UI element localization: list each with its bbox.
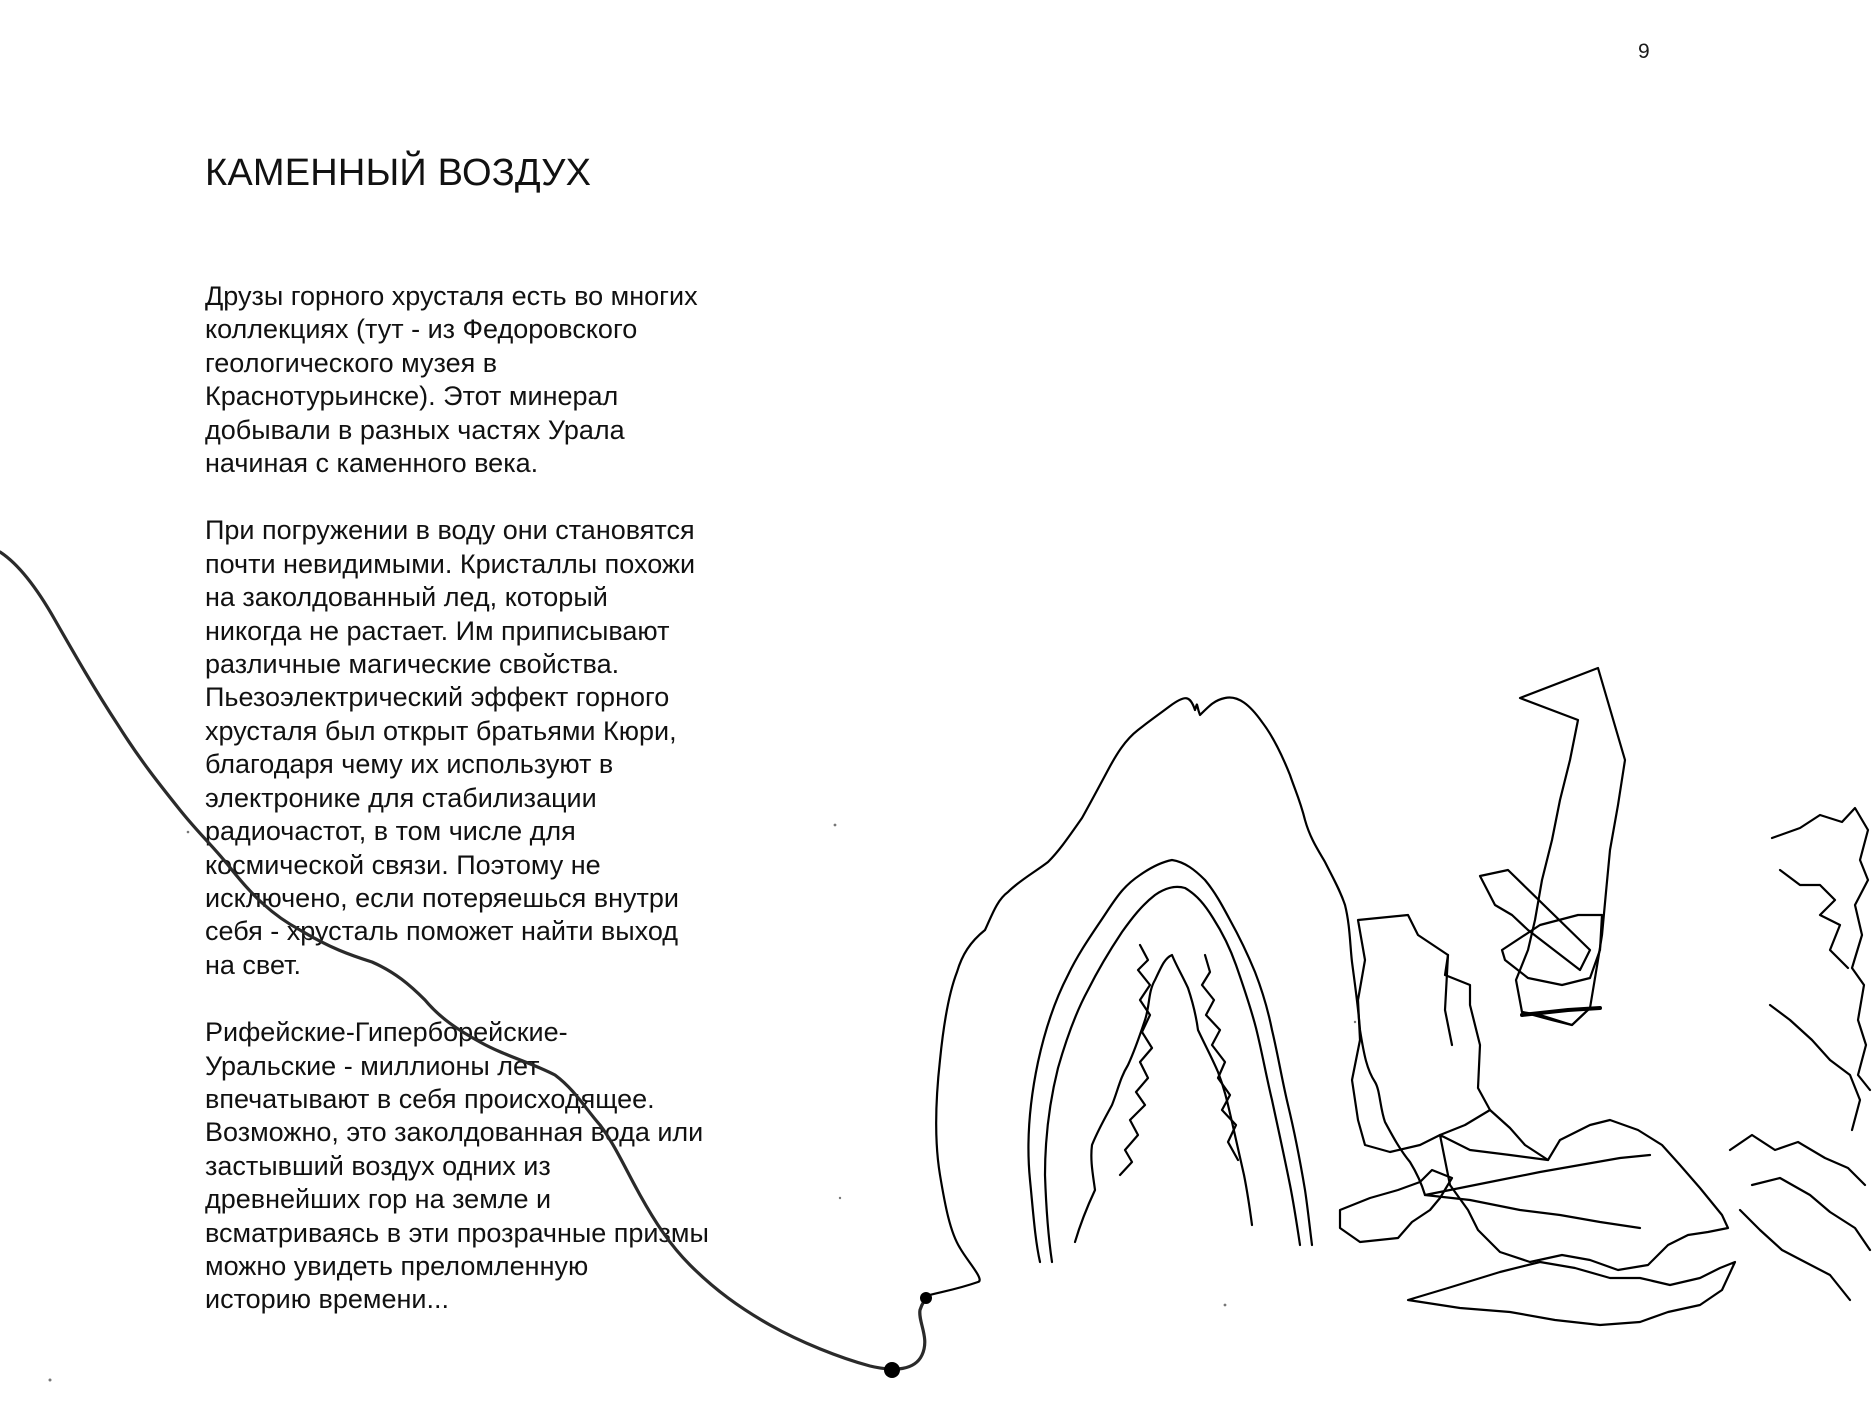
text-line: можно увидеть преломленную bbox=[205, 1250, 589, 1281]
text-line: всматриваясь в эти прозрачные призмы bbox=[205, 1217, 709, 1248]
text-line: никогда не растает. Им приписывают bbox=[205, 615, 670, 646]
prism-edge bbox=[1445, 955, 1452, 1045]
text-line: почти невидимыми. Кристаллы похожи bbox=[205, 548, 696, 579]
text-line: хрусталя был открыт братьями Кюри, bbox=[205, 715, 677, 746]
text-line: впечатывают в себя происходящее. bbox=[205, 1083, 655, 1114]
text-line: начиная с каменного века. bbox=[205, 448, 539, 479]
text-line: Друзы горного хрусталя есть во многих bbox=[205, 281, 698, 311]
tall-right-crystal bbox=[1516, 668, 1625, 1025]
crystal-facets bbox=[1480, 870, 1602, 1025]
lower-crystal-left bbox=[1340, 1170, 1452, 1242]
crystal-bold-edge bbox=[1522, 1008, 1600, 1015]
paragraph-1 bbox=[205, 280, 745, 480]
text-line: космической связи. Поэтому не bbox=[205, 849, 601, 880]
text-line: электронике для стабилизации bbox=[205, 782, 597, 813]
path-start-dot bbox=[920, 1292, 932, 1304]
text-line: различные магические свойства. bbox=[205, 649, 620, 680]
text-line: исключено, если потеряешься внутри bbox=[205, 882, 680, 913]
page-number: 9 bbox=[1638, 40, 1651, 63]
paragraph-2 bbox=[205, 514, 745, 982]
text-line: коллекциях (тут - из Федоровского bbox=[205, 314, 638, 345]
text-line: историю времени... bbox=[205, 1284, 449, 1315]
middle-prism bbox=[1352, 915, 1490, 1152]
text-line: геологического музея в bbox=[205, 347, 498, 378]
text-line: Возможно, это заколдованная вода или bbox=[205, 1117, 704, 1148]
text-line: себя - хрусталь поможет найти выход bbox=[205, 916, 679, 947]
text-line: на заколдованный лед, который bbox=[205, 582, 608, 613]
paragraph-3 bbox=[205, 1016, 745, 1317]
inner-arch-core bbox=[1075, 955, 1252, 1242]
text-line: добывали в разных частях Урала bbox=[205, 414, 625, 445]
text-line: Уральские - миллионы лет bbox=[205, 1050, 540, 1081]
large-crystal-outline bbox=[926, 697, 1425, 1296]
text-line: застывший воздух одних из bbox=[205, 1150, 551, 1181]
text-line: благодаря чему их используют в bbox=[205, 749, 614, 780]
inner-arch-mid bbox=[1045, 887, 1300, 1262]
page-title: КАМЕННЫЙ ВОЗДУХ bbox=[205, 152, 592, 194]
text-line: радиочастот, в том числе для bbox=[205, 816, 576, 847]
path-end-dot bbox=[884, 1362, 900, 1378]
lower-crystal-bottom bbox=[1408, 1262, 1735, 1325]
text-line: Рифейские-Гиперборейские- bbox=[205, 1017, 568, 1048]
inner-arch-core-edges bbox=[1120, 945, 1238, 1175]
right-edge-crystals bbox=[1730, 808, 1870, 1300]
text-line: При погружении в воду они становятся bbox=[205, 515, 695, 546]
text-line: Пьезоэлектрический эффект горного bbox=[205, 682, 670, 713]
body-text bbox=[205, 280, 745, 1351]
connective-lines bbox=[1425, 1110, 1650, 1228]
crystal-cluster bbox=[926, 668, 1870, 1325]
text-line: на свет. bbox=[205, 949, 301, 980]
inner-arch-outer bbox=[1028, 860, 1312, 1262]
lower-crystal-group bbox=[1440, 1120, 1728, 1270]
text-line: Краснотурьинске). Этот минерал bbox=[205, 381, 619, 412]
text-line: древнейших гор на земле и bbox=[205, 1184, 552, 1215]
